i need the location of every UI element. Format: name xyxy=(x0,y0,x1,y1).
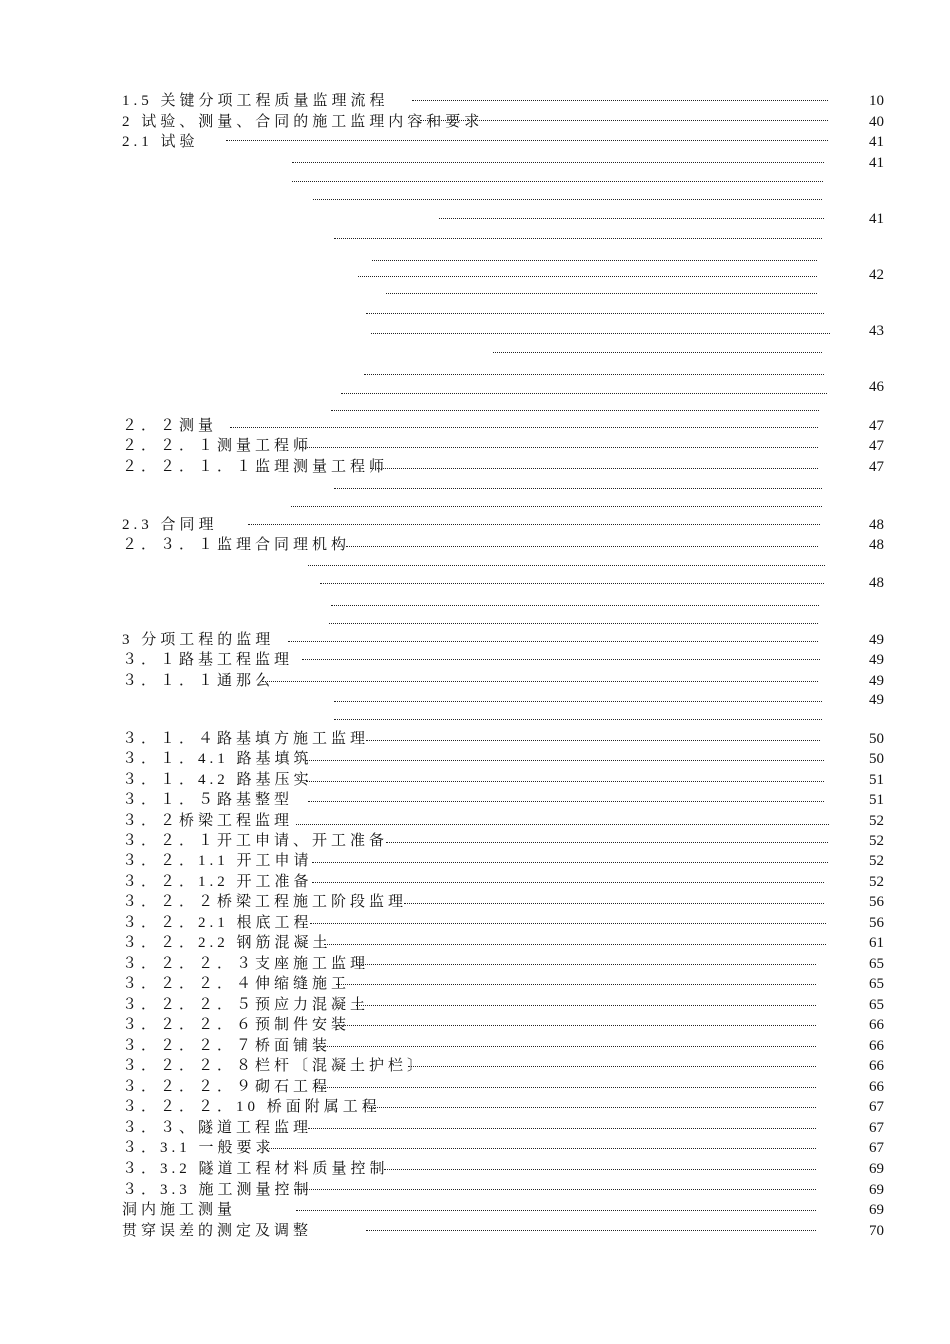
toc-leader xyxy=(306,781,824,782)
toc-title: ３．3.1 一般要求 xyxy=(122,1140,275,1156)
toc-title: ３．２．１开工申请、开工准备 xyxy=(122,833,389,849)
toc-leader xyxy=(308,565,825,566)
toc-title: ３．２．1.1 开工申请 xyxy=(122,853,313,869)
toc-leader xyxy=(306,760,824,761)
toc-leader xyxy=(336,1025,816,1026)
toc-page-number: 41 xyxy=(869,155,884,171)
toc-leader xyxy=(296,1210,816,1211)
toc-title: ３．２．2.1 根底工程 xyxy=(122,915,313,931)
toc-title: 3 分项工程的监理 xyxy=(122,632,275,648)
toc-leader xyxy=(412,100,828,101)
toc-page-number: 49 xyxy=(869,652,884,668)
toc-page-number: 67 xyxy=(869,1099,884,1115)
toc-leader xyxy=(320,583,824,584)
toc-title: ３．１．１通那么 xyxy=(122,673,275,689)
toc-leader xyxy=(329,623,818,624)
toc-leader xyxy=(341,393,827,394)
toc-leader xyxy=(316,1046,816,1047)
toc-leader xyxy=(331,605,819,606)
toc-page-number: 40 xyxy=(869,114,884,130)
toc-leader xyxy=(366,313,824,314)
toc-leader xyxy=(366,1230,816,1231)
toc-leader xyxy=(313,199,822,200)
toc-leader xyxy=(292,162,824,163)
toc-leader xyxy=(364,1107,816,1108)
toc-page-number: 52 xyxy=(869,853,884,869)
toc-page-number: 42 xyxy=(869,267,884,283)
toc-leader xyxy=(226,140,828,141)
toc-page-number: 67 xyxy=(869,1140,884,1156)
toc-leader xyxy=(370,468,818,469)
toc-leader xyxy=(336,984,816,985)
toc-page-number: 51 xyxy=(869,772,884,788)
toc-leader xyxy=(371,333,830,334)
toc-title: ３．２．２．10 桥面附属工程 xyxy=(122,1099,381,1115)
toc-title: ３．１．4.2 路基压实 xyxy=(122,772,313,788)
toc-page-number: 47 xyxy=(869,418,884,434)
toc-title: ３．２．２．４伸缩缝施工 xyxy=(122,976,351,992)
toc-page-number: 66 xyxy=(869,1058,884,1074)
toc-page-number: 41 xyxy=(869,211,884,227)
toc-title: ３．２．２．８栏杆〔混凝土护栏〕 xyxy=(122,1058,427,1074)
toc-leader xyxy=(316,1087,816,1088)
toc-leader xyxy=(308,801,824,802)
toc-page-number: 65 xyxy=(869,976,884,992)
toc-page-number: 49 xyxy=(869,632,884,648)
toc-leader xyxy=(439,218,824,219)
toc-leader xyxy=(384,1169,816,1170)
toc-leader xyxy=(372,260,817,261)
toc-page-number: 10 xyxy=(869,93,884,109)
toc-title: ３．２．2.2 钢筋混凝土 xyxy=(122,935,332,951)
toc-leader xyxy=(386,293,817,294)
toc-title: ３．２．1.2 开工准备 xyxy=(122,874,313,890)
toc-page-number: 47 xyxy=(869,438,884,454)
toc-title: 2.3 合同理 xyxy=(122,517,218,533)
toc-page-number: 66 xyxy=(869,1038,884,1054)
toc-page-number: 67 xyxy=(869,1120,884,1136)
toc-leader xyxy=(324,944,826,945)
toc-page-number: 48 xyxy=(869,575,884,591)
toc-leader xyxy=(288,641,818,642)
toc-title: ３．２．２．５预应力混凝土 xyxy=(122,997,370,1013)
toc-leader xyxy=(294,1189,816,1190)
toc-page-number: 66 xyxy=(869,1017,884,1033)
toc-title: ２．２．１．１监理测量工程师 xyxy=(122,459,389,475)
toc-leader xyxy=(493,352,822,353)
toc-leader xyxy=(331,410,819,411)
toc-leader xyxy=(308,1128,816,1129)
toc-title: ３．１路基工程监理 xyxy=(122,652,294,668)
toc-leader xyxy=(310,923,826,924)
toc-title: ３．２桥梁工程监理 xyxy=(122,813,294,829)
toc-title: 1.5 关键分项工程质量监理流程 xyxy=(122,93,389,109)
toc-page-number: 43 xyxy=(869,323,884,339)
toc-page-number: 52 xyxy=(869,833,884,849)
toc-page-number: 56 xyxy=(869,915,884,931)
toc-leader xyxy=(386,842,828,843)
toc-title: ３．２．２．６预制件安装 xyxy=(122,1017,351,1033)
toc-title: 2 试验、测量、合同的施工监理内容和要求 xyxy=(122,114,484,130)
toc-page-number: 61 xyxy=(869,935,884,951)
toc-leader xyxy=(296,824,829,825)
toc-leader xyxy=(334,238,822,239)
toc-leader xyxy=(364,374,824,375)
toc-title: 洞内施工测量 xyxy=(122,1202,237,1218)
toc-leader xyxy=(312,882,824,883)
toc-page-number: 50 xyxy=(869,751,884,767)
toc-leader xyxy=(334,701,822,702)
toc-leader xyxy=(366,740,820,741)
toc-page-number: 49 xyxy=(869,692,884,708)
toc-leader xyxy=(356,964,816,965)
toc-title: ２．２．１测量工程师 xyxy=(122,438,313,454)
toc-title: ３．２．２．７桥面铺装 xyxy=(122,1038,332,1054)
toc-title: 2.1 试验 xyxy=(122,134,199,150)
toc-leader xyxy=(230,427,818,428)
toc-page-number: 46 xyxy=(869,379,884,395)
toc-title: ３．１．５路基整型 xyxy=(122,792,294,808)
toc-page-number: 41 xyxy=(869,134,884,150)
toc-leader xyxy=(248,524,820,525)
toc-title: ３．3.2 隧道工程材料质量控制 xyxy=(122,1161,389,1177)
toc-leader xyxy=(312,862,828,863)
toc-leader xyxy=(292,181,823,182)
toc-page-number: 66 xyxy=(869,1079,884,1095)
toc-leader xyxy=(356,1005,816,1006)
toc-page-number: 56 xyxy=(869,894,884,910)
toc-page-number: 65 xyxy=(869,997,884,1013)
toc-leader xyxy=(334,719,822,720)
toc-title: ２．２测量 xyxy=(122,418,218,434)
toc-title: 贯穿误差的测定及调整 xyxy=(122,1223,313,1239)
toc-title: ３．２．２．９砌石工程 xyxy=(122,1079,332,1095)
toc-leader xyxy=(291,506,822,507)
toc-title: ３．１．４路基填方施工监理 xyxy=(122,731,370,747)
toc-page-number: 49 xyxy=(869,673,884,689)
toc-page-number: 50 xyxy=(869,731,884,747)
toc-title: ２．３．１监理合同理机构 xyxy=(122,537,351,553)
toc-page-number: 70 xyxy=(869,1223,884,1239)
toc-page-number: 47 xyxy=(869,459,884,475)
toc-page-number: 69 xyxy=(869,1161,884,1177)
toc-page-number: 51 xyxy=(869,792,884,808)
toc-page-number: 52 xyxy=(869,874,884,890)
toc-page-number: 69 xyxy=(869,1182,884,1198)
toc-title: ３．3.3 施工测量控制 xyxy=(122,1182,313,1198)
toc-leader xyxy=(262,681,818,682)
toc-leader xyxy=(346,546,818,547)
toc-leader xyxy=(302,659,820,660)
toc-leader xyxy=(420,120,828,121)
toc-title: ３．２．２桥梁工程施工阶段监理 xyxy=(122,894,408,910)
toc-page-number: 69 xyxy=(869,1202,884,1218)
toc-page-number: 48 xyxy=(869,537,884,553)
toc-title: ３．３、隧道工程监理 xyxy=(122,1120,313,1136)
toc-page-number: 65 xyxy=(869,956,884,972)
toc-leader xyxy=(408,1066,816,1067)
toc-leader xyxy=(334,488,822,489)
toc-title: ３．２．２．３支座施工监理 xyxy=(122,956,370,972)
toc-leader xyxy=(358,276,817,277)
toc-title: ３．１．4.1 路基填筑 xyxy=(122,751,313,767)
toc-leader xyxy=(264,1148,816,1149)
toc-leader xyxy=(300,447,818,448)
toc-page-number: 52 xyxy=(869,813,884,829)
toc-page-number: 48 xyxy=(869,517,884,533)
toc-leader xyxy=(404,903,824,904)
